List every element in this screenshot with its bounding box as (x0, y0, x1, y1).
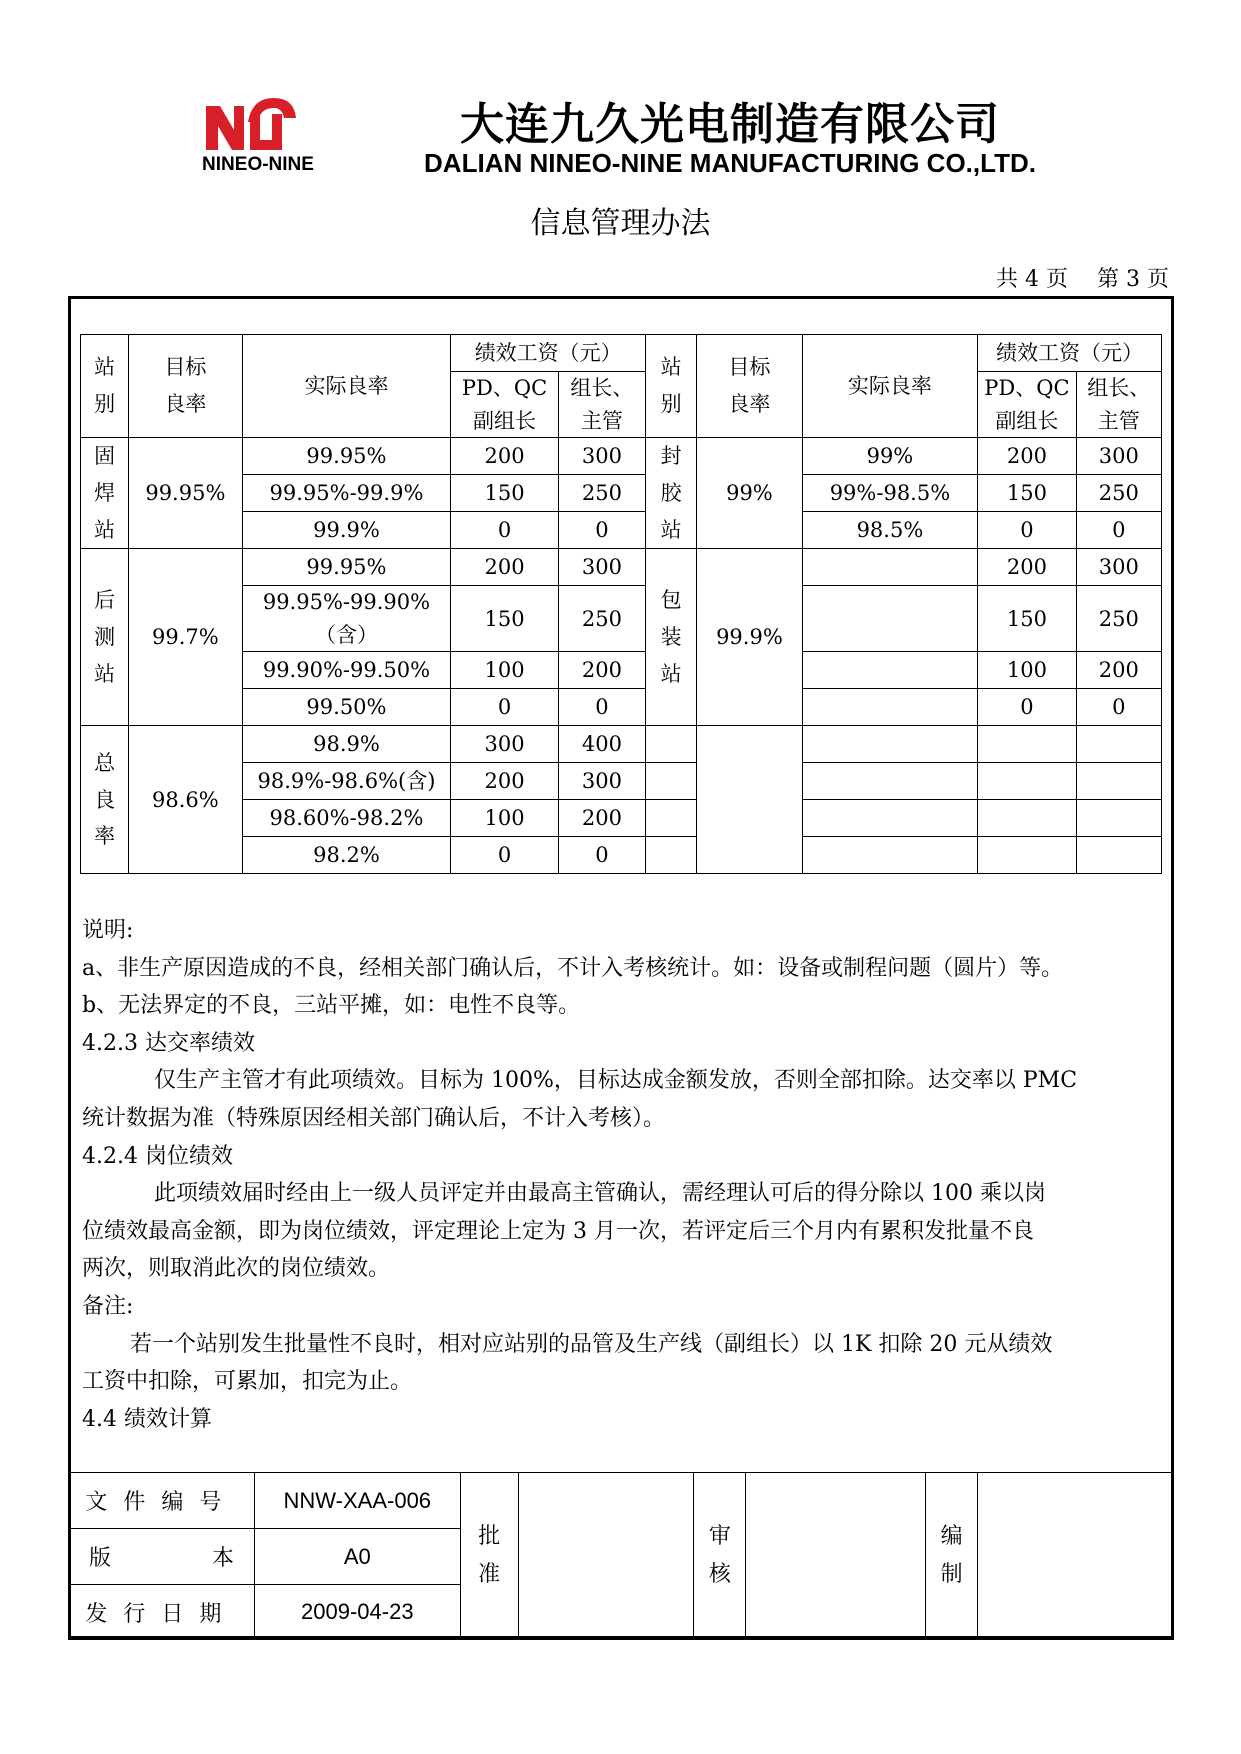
empty-cell (978, 837, 1076, 874)
actual-yield: 99.50% (242, 689, 451, 726)
approve-signature (518, 1473, 694, 1640)
table-row (81, 763, 1162, 800)
header-station-right: 站别 (646, 335, 697, 438)
page-number: 共 4 页 第 3 页 (996, 267, 1169, 292)
pay-pd-qc: 150 (451, 475, 558, 512)
pay-lead: 0 (558, 689, 645, 726)
actual-yield: 98.2% (242, 837, 451, 874)
table-row (81, 586, 1162, 652)
pay-pd-qc: 0 (451, 837, 558, 874)
actual-yield (802, 549, 978, 586)
empty-cell (646, 800, 697, 837)
actual-yield (802, 586, 978, 652)
pay-pd-qc: 0 (451, 689, 558, 726)
actual-yield: 99.95% (242, 438, 451, 475)
prepare-signature (978, 1473, 1174, 1640)
actual-yield: 99.95%-99.9% (242, 475, 451, 512)
pay-lead: 0 (558, 512, 645, 549)
target-yield: 98.6% (129, 726, 242, 874)
header-lead-right: 组长、 主管 (1076, 372, 1161, 438)
target-yield: 99.7% (129, 549, 242, 726)
actual-yield: 99.95% (242, 549, 451, 586)
doc-number-label: 文件编号 (69, 1473, 255, 1529)
pay-pd-qc: 0 (451, 512, 558, 549)
issue-date-value: 2009-04-23 (254, 1585, 460, 1640)
table-row (81, 475, 1162, 512)
remark-text-cont: 工资中扣除，可累加，扣完为止。 (82, 1369, 413, 1395)
document-title: 信息管理办法 (530, 206, 711, 241)
empty-cell (697, 726, 802, 874)
empty-cell (646, 837, 697, 874)
notes-intro: 说明: (82, 918, 134, 943)
pay-pd-qc: 150 (978, 586, 1076, 652)
pay-pd-qc: 200 (451, 549, 558, 586)
pay-pd-qc: 100 (978, 652, 1076, 689)
empty-cell (1076, 837, 1161, 874)
prepare-label: 编制 (926, 1473, 978, 1640)
remark-text: 若一个站别发生批量性不良时，相对应站别的品管及生产线（副组长）以 1K 扣除 20 元从绩效 (130, 1331, 1053, 1357)
header-pay: 绩效工资（元） (451, 335, 646, 372)
pay-lead: 250 (1076, 475, 1161, 512)
table-row (81, 438, 1162, 475)
actual-yield: 98.5% (802, 512, 978, 549)
actual-yield (802, 652, 978, 689)
pay-pd-qc: 200 (978, 549, 1076, 586)
table-row (81, 652, 1162, 689)
actual-yield: 99% (802, 438, 978, 475)
logo-mark-icon (188, 92, 328, 154)
issue-date-label: 发行日期 (69, 1585, 255, 1640)
header-lead: 组长、 主管 (558, 372, 645, 438)
review-label: 审核 (694, 1473, 746, 1640)
station-name: 固焊站 (81, 438, 129, 549)
actual-yield: 98.9%-98.6%(含) (242, 763, 451, 800)
station-name: 封胶站 (646, 438, 697, 549)
pay-lead: 300 (558, 438, 645, 475)
station-name: 总良率 (81, 726, 129, 874)
actual-yield: 98.60%-98.2% (242, 800, 451, 837)
empty-cell (1076, 763, 1161, 800)
empty-cell (802, 837, 978, 874)
company-name-en: DALIAN NINEO-NINE MANUFACTURING CO.,LTD. (424, 148, 1036, 178)
pay-pd-qc: 100 (451, 800, 558, 837)
table-row (81, 549, 1162, 586)
header-target-right: 目标良率 (697, 335, 802, 438)
section-4-2-4-heading: 4.2.4 岗位绩效 (82, 1143, 233, 1169)
empty-cell (1076, 726, 1161, 763)
actual-yield: 99.90%-99.50% (242, 652, 451, 689)
pay-lead: 250 (558, 586, 645, 652)
pay-pd-qc: 200 (451, 763, 558, 800)
header-station: 站别 (81, 335, 129, 438)
table-row (81, 512, 1162, 549)
empty-cell (646, 763, 697, 800)
actual-yield (802, 689, 978, 726)
header-actual-right: 实际良率 (802, 335, 978, 438)
empty-cell (978, 726, 1076, 763)
pay-lead: 200 (558, 652, 645, 689)
company-logo (188, 92, 328, 182)
table-row (81, 689, 1162, 726)
pay-pd-qc: 200 (451, 438, 558, 475)
review-signature (746, 1473, 926, 1640)
pay-lead: 250 (1076, 586, 1161, 652)
remark-heading: 备注: (82, 1293, 134, 1319)
empty-cell (802, 763, 978, 800)
pay-lead: 200 (1076, 652, 1161, 689)
section-4-4-heading: 4.4 绩效计算 (82, 1406, 212, 1432)
table-row (81, 800, 1162, 837)
header-actual: 实际良率 (242, 335, 451, 438)
pay-lead: 0 (1076, 512, 1161, 549)
actual-yield: 99.9% (242, 512, 451, 549)
section-4-2-3-text-cont: 统计数据为准（特殊原因经相关部门确认后，不计入考核）。 (82, 1105, 666, 1131)
section-4-2-4-text-cont1: 位绩效最高金额，即为岗位绩效，评定理论上定为 3 月一次，若评定后三个月内有累积发批量不良 (82, 1218, 1034, 1244)
actual-yield: 99%-98.5% (802, 475, 978, 512)
pay-lead: 400 (558, 726, 645, 763)
header-target: 目标良率 (129, 335, 242, 438)
notes-section (82, 912, 1172, 1438)
pay-pd-qc: 150 (978, 475, 1076, 512)
pay-pd-qc: 0 (978, 689, 1076, 726)
version-label: 版 本 (69, 1529, 255, 1585)
logo-text: NINEO-NINE (202, 154, 314, 175)
empty-cell (802, 800, 978, 837)
table-row (81, 837, 1162, 874)
pay-lead: 0 (1076, 689, 1161, 726)
target-yield: 99.95% (129, 438, 242, 549)
pay-lead: 0 (558, 837, 645, 874)
doc-number-value: NNW-XAA-006 (254, 1473, 460, 1529)
section-4-2-4-text: 此项绩效届时经由上一级人员评定并由最高主管确认，需经理认可后的得分除以 100 乘以岗 (154, 1181, 1046, 1207)
pay-pd-qc: 0 (978, 512, 1076, 549)
note-a: a、非生产原因造成的不良，经相关部门确认后，不计入考核统计。如：设备或制程问题（圆片）等。 (82, 955, 1064, 981)
target-yield: 99.9% (697, 549, 802, 726)
pay-pd-qc: 200 (978, 438, 1076, 475)
actual-yield: 98.9% (242, 726, 451, 763)
header-pay-right: 绩效工资（元） (978, 335, 1162, 372)
empty-cell (978, 800, 1076, 837)
section-4-2-3-heading: 4.2.3 达交率绩效 (82, 1030, 255, 1056)
document-control-block (68, 1472, 1174, 1640)
pay-lead: 300 (1076, 438, 1161, 475)
pay-pd-qc: 300 (451, 726, 558, 763)
pay-pd-qc: 150 (451, 586, 558, 652)
company-name-cn: 大连九久光电制造有限公司 (460, 99, 1000, 150)
approve-label: 批准 (460, 1473, 518, 1640)
table-row (81, 726, 1162, 763)
station-name: 包装站 (646, 549, 697, 726)
section-4-2-4-text-cont2: 两次，则取消此次的岗位绩效。 (82, 1256, 391, 1282)
header-pd-qc-right: PD、QC 副组长 (978, 372, 1076, 438)
station-name: 后测站 (81, 549, 129, 726)
empty-cell (802, 726, 978, 763)
pay-lead: 200 (558, 800, 645, 837)
pay-lead: 250 (558, 475, 645, 512)
empty-cell (1076, 800, 1161, 837)
header-pd-qc: PD、QC 副组长 (451, 372, 558, 438)
actual-yield: 99.95%-99.90%（含） (242, 586, 451, 652)
version-value: A0 (254, 1529, 460, 1585)
performance-table (80, 334, 1162, 874)
pay-lead: 300 (558, 549, 645, 586)
pay-lead: 300 (558, 763, 645, 800)
empty-cell (646, 726, 697, 763)
note-b: b、无法界定的不良，三站平摊，如：电性不良等。 (82, 993, 581, 1019)
section-4-2-3-text: 仅生产主管才有此项绩效。目标为 100%，目标达成金额发放，否则全部扣除。达交率以 PMC (154, 1068, 1078, 1094)
empty-cell (978, 763, 1076, 800)
target-yield: 99% (697, 438, 802, 549)
pay-lead: 300 (1076, 549, 1161, 586)
pay-pd-qc: 100 (451, 652, 558, 689)
